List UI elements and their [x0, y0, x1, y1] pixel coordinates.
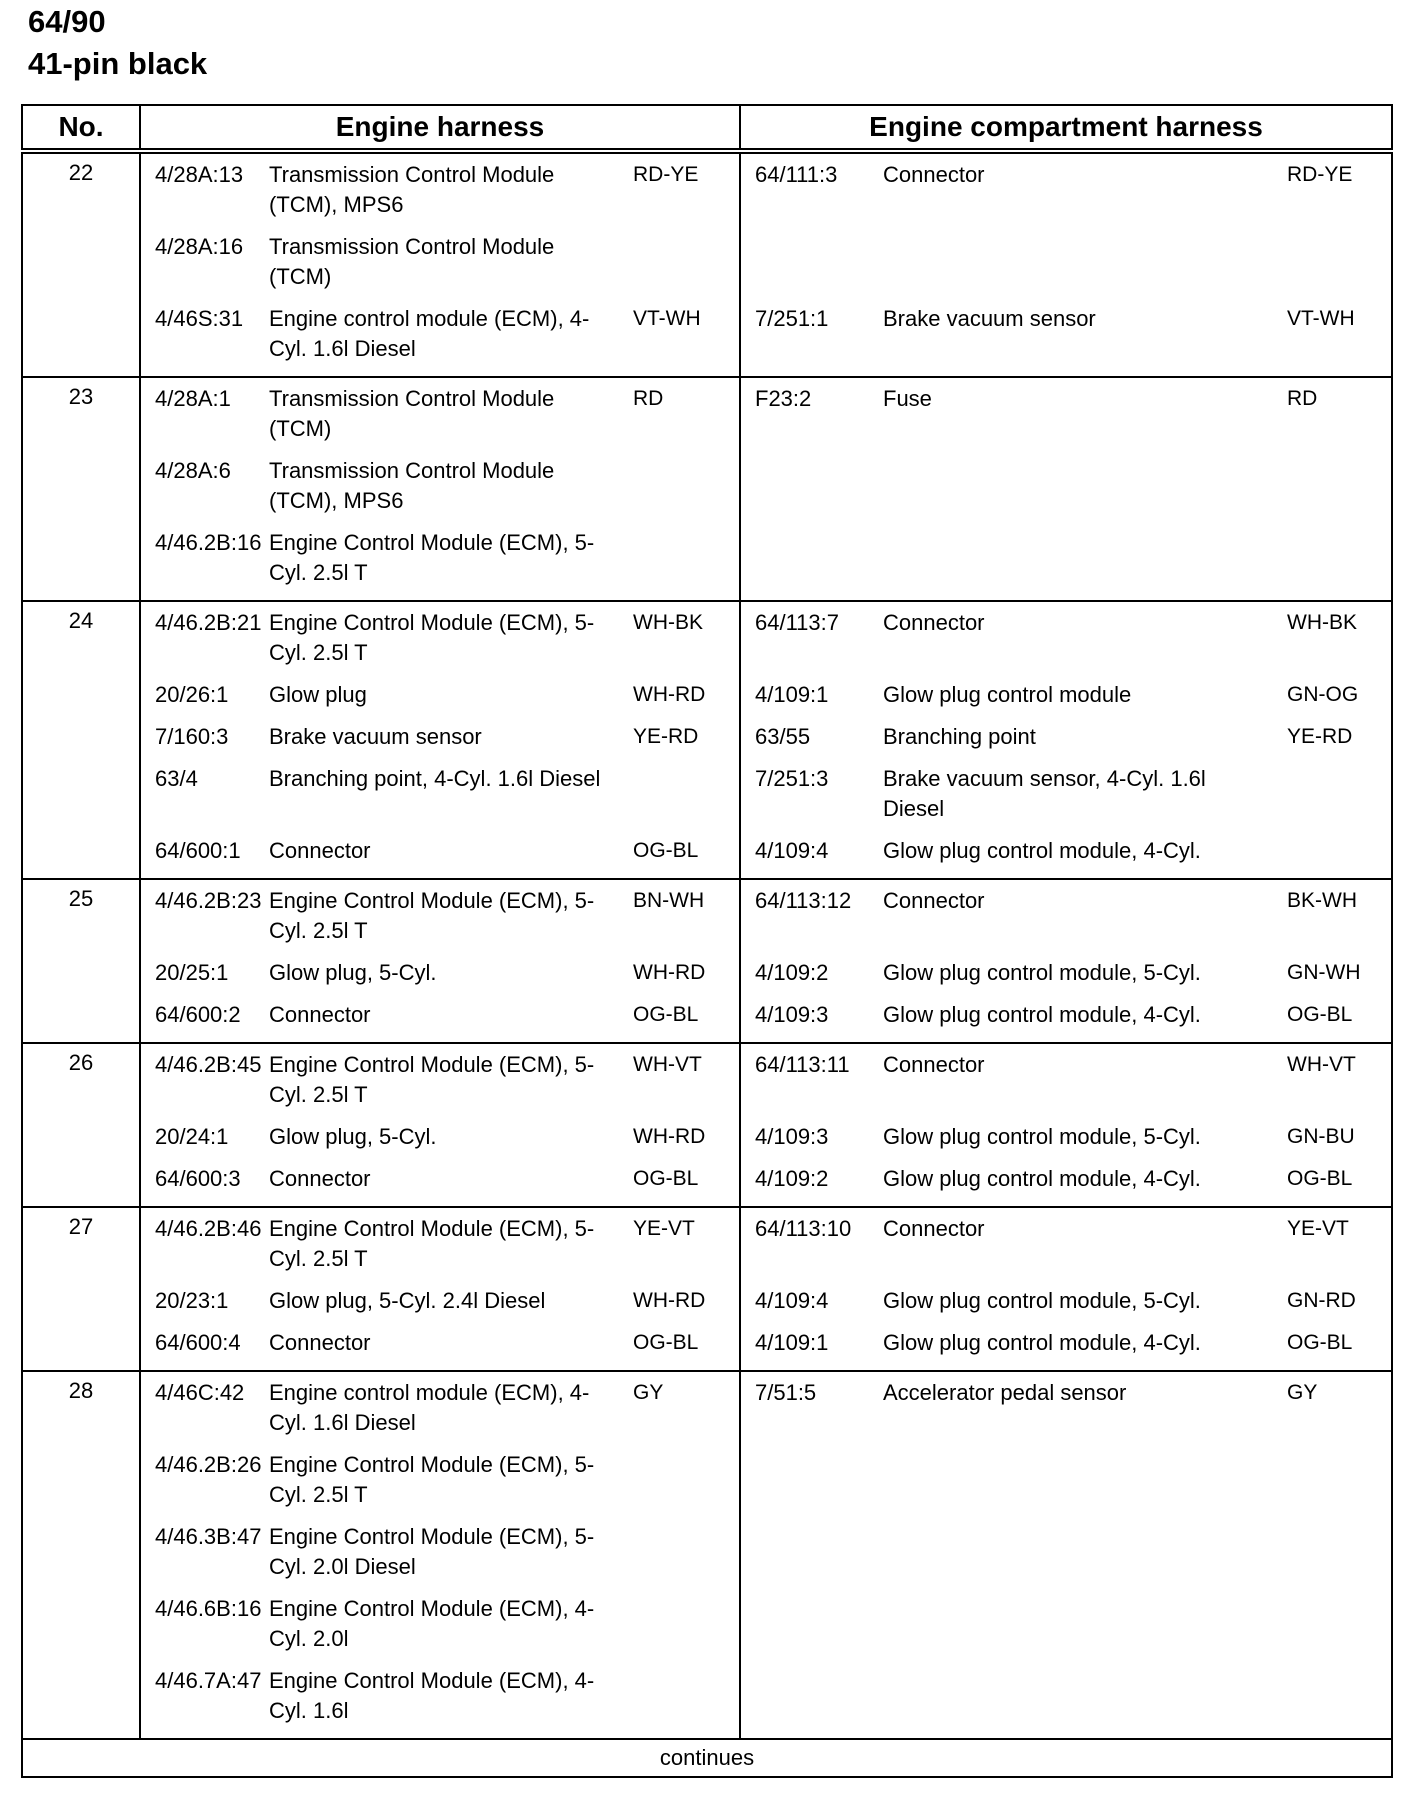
location-ref: 4/46.7A:47: [155, 1668, 262, 1693]
location-ref: 63/55: [755, 724, 811, 749]
engine-entry: [141, 1280, 739, 1322]
location-ref: 4/109:1: [755, 1330, 829, 1355]
wire-color: RD-YE: [1287, 163, 1353, 186]
location-ref: 64/113:7: [755, 610, 840, 635]
pin-number: 28: [22, 1371, 140, 1739]
pin-number: 22: [22, 151, 140, 377]
wire-color: BN-WH: [633, 889, 705, 912]
location-ref: 64/113:12: [755, 888, 852, 913]
compartment-harness-cell: [740, 1043, 1392, 1207]
location-ref: 64/113:11: [755, 1052, 850, 1077]
engine-entry: [141, 450, 739, 522]
wire-color: RD: [633, 387, 664, 410]
component-desc: Branching point: [883, 724, 1036, 749]
component-desc: [883, 1666, 1273, 1732]
continues-note: continues: [22, 1739, 1392, 1777]
wire-color: WH-VT: [1287, 1053, 1356, 1076]
compartment-entry: [741, 378, 1391, 450]
compartment-entry: [741, 1158, 1391, 1200]
wire-color: OG-BL: [1287, 1331, 1353, 1354]
component-desc: Connector: [269, 1166, 371, 1191]
connector-description: 41-pin black: [28, 46, 208, 81]
wire-color: GN-BU: [1287, 1125, 1355, 1148]
component-desc: Glow plug, 5-Cyl. 2.4l Diesel: [269, 1288, 546, 1313]
component-desc: Glow plug control module, 5-Cyl.: [883, 1288, 1201, 1313]
location-ref: 7/251:1: [755, 306, 829, 331]
location-ref: 20/25:1: [155, 960, 229, 985]
component-desc: Engine Control Module (ECM), 4-Cyl. 1.6l: [269, 1668, 595, 1723]
component-desc: Connector: [269, 1330, 371, 1355]
pin-number: 23: [22, 377, 140, 601]
compartment-entry: [741, 1588, 1391, 1660]
wire-color: [1273, 528, 1391, 594]
component-desc: Engine control module (ECM), 4-Cyl. 1.6l Diesel: [269, 1380, 590, 1435]
component-desc: Brake vacuum sensor: [883, 306, 1096, 331]
footer-row: [22, 1739, 1392, 1777]
location-ref: 4/28A:16: [155, 234, 244, 259]
component-desc: Glow plug control module, 4-Cyl.: [883, 838, 1201, 863]
wire-color: YE-VT: [1287, 1217, 1349, 1240]
engine-harness-cell: [140, 151, 740, 377]
compartment-entry: [741, 758, 1391, 830]
component-desc: Engine Control Module (ECM), 5-Cyl. 2.5l T: [269, 530, 595, 585]
component-desc: Engine Control Module (ECM), 5-Cyl. 2.5l T: [269, 888, 595, 943]
location-ref: 4/46.3B:47: [155, 1524, 262, 1549]
component-desc: [883, 528, 1273, 594]
compartment-entry: [741, 1444, 1391, 1516]
location-ref: 4/109:4: [755, 1288, 829, 1313]
engine-entry: [141, 1322, 739, 1364]
location-ref: 4/28A:6: [155, 458, 231, 483]
component-desc: Engine Control Module (ECM), 5-Cyl. 2.5l T: [269, 610, 595, 665]
component-desc: [883, 1522, 1273, 1588]
location-ref: 4/109:2: [755, 1166, 829, 1191]
col-header-engine: Engine harness: [140, 105, 740, 151]
engine-harness-cell: [140, 1371, 740, 1739]
location-ref: 7/251:3: [755, 766, 829, 791]
component-desc: Connector: [883, 1052, 985, 1077]
location-ref: [741, 232, 883, 298]
component-desc: Transmission Control Module (TCM), MPS6: [269, 162, 555, 217]
wire-color: YE-VT: [633, 1217, 695, 1240]
location-ref: 4/109:1: [755, 682, 829, 707]
engine-entry: [141, 952, 739, 994]
wire-color: RD-YE: [633, 163, 699, 186]
compartment-entry: [741, 1116, 1391, 1158]
wire-color: VT-WH: [1287, 307, 1355, 330]
wire-color: [619, 456, 739, 522]
component-desc: Glow plug control module, 5-Cyl.: [883, 960, 1201, 985]
compartment-harness-cell: [740, 151, 1392, 377]
component-desc: Connector: [883, 162, 985, 187]
engine-entry: [141, 1516, 739, 1588]
engine-entry: [141, 154, 739, 226]
component-desc: Glow plug control module, 5-Cyl.: [883, 1124, 1201, 1149]
table-row: [22, 601, 1392, 879]
compartment-entry: [741, 1372, 1391, 1444]
engine-entry: [141, 226, 739, 298]
wire-color: [619, 1666, 739, 1732]
wire-color: GY: [633, 1381, 664, 1404]
component-desc: Fuse: [883, 386, 932, 411]
component-desc: Connector: [883, 888, 985, 913]
engine-harness-cell: [140, 1207, 740, 1371]
component-desc: Engine Control Module (ECM), 5-Cyl. 2.5l T: [269, 1216, 595, 1271]
table-row: [22, 151, 1392, 377]
table-row: [22, 1043, 1392, 1207]
engine-harness-cell: [140, 377, 740, 601]
location-ref: 4/46C:42: [155, 1380, 245, 1405]
component-desc: Connector: [883, 610, 985, 635]
wire-color: WH-VT: [633, 1053, 702, 1076]
location-ref: 4/46.2B:16: [155, 530, 262, 555]
wire-color: OG-BL: [633, 1167, 699, 1190]
component-desc: [883, 1450, 1273, 1516]
wire-color: WH-RD: [633, 961, 706, 984]
location-ref: 64/600:1: [155, 838, 241, 863]
wire-color: OG-BL: [633, 839, 699, 862]
location-ref: 4/28A:1: [155, 386, 231, 411]
component-desc: Brake vacuum sensor, 4-Cyl. 1.6l Diesel: [883, 766, 1206, 821]
wire-color: [619, 764, 739, 830]
engine-entry: [141, 1044, 739, 1116]
component-desc: Engine Control Module (ECM), 5-Cyl. 2.5l T: [269, 1452, 595, 1507]
component-desc: Transmission Control Module (TCM), MPS6: [269, 458, 555, 513]
compartment-harness-cell: [740, 601, 1392, 879]
compartment-entry: [741, 1516, 1391, 1588]
engine-entry: [141, 1660, 739, 1732]
component-desc: Accelerator pedal sensor: [883, 1380, 1127, 1405]
wire-color: WH-BK: [633, 611, 703, 634]
location-ref: [741, 1522, 883, 1588]
location-ref: 63/4: [155, 766, 198, 791]
engine-entry: [141, 602, 739, 674]
header-row: [22, 105, 1392, 151]
compartment-harness-cell: [740, 377, 1392, 601]
location-ref: 4/46.2B:23: [155, 888, 262, 913]
engine-entry: [141, 378, 739, 450]
table-row: [22, 377, 1392, 601]
engine-entry: [141, 1208, 739, 1280]
component-desc: Glow plug control module: [883, 682, 1132, 707]
component-desc: Transmission Control Module (TCM): [269, 386, 555, 441]
pin-number: 27: [22, 1207, 140, 1371]
wire-color: OG-BL: [633, 1003, 699, 1026]
compartment-harness-cell: [740, 1207, 1392, 1371]
component-desc: Engine Control Module (ECM), 5-Cyl. 2.5l T: [269, 1052, 595, 1107]
location-ref: [741, 528, 883, 594]
wire-color: WH-RD: [633, 683, 706, 706]
compartment-entry: [741, 994, 1391, 1036]
engine-harness-cell: [140, 601, 740, 879]
wire-color: YE-RD: [633, 725, 699, 748]
location-ref: 20/26:1: [155, 682, 229, 707]
wire-color: WH-RD: [633, 1125, 706, 1148]
location-ref: 4/28A:13: [155, 162, 244, 187]
engine-harness-cell: [140, 879, 740, 1043]
engine-harness-cell: [140, 1043, 740, 1207]
compartment-entry: [741, 1208, 1391, 1280]
component-desc: Glow plug, 5-Cyl.: [269, 1124, 437, 1149]
wire-color: [619, 1522, 739, 1588]
compartment-entry: [741, 522, 1391, 594]
wire-color: [619, 528, 739, 594]
compartment-entry: [741, 1322, 1391, 1364]
location-ref: 20/24:1: [155, 1124, 229, 1149]
engine-entry: [141, 994, 739, 1036]
compartment-entry: [741, 830, 1391, 872]
component-desc: Engine control module (ECM), 4-Cyl. 1.6l Diesel: [269, 306, 590, 361]
component-desc: Connector: [883, 1216, 985, 1241]
wire-color: VT-WH: [633, 307, 701, 330]
compartment-harness-cell: [740, 879, 1392, 1043]
wire-color: [1273, 1594, 1391, 1660]
engine-entry: [141, 830, 739, 872]
engine-entry: [141, 880, 739, 952]
compartment-entry: [741, 154, 1391, 226]
compartment-entry: [741, 952, 1391, 994]
location-ref: [741, 1594, 883, 1660]
location-ref: 64/600:2: [155, 1002, 241, 1027]
location-ref: [741, 1450, 883, 1516]
component-desc: Connector: [269, 838, 371, 863]
table-row: [22, 1371, 1392, 1739]
location-ref: 64/113:10: [755, 1216, 852, 1241]
location-ref: 7/51:5: [755, 1380, 817, 1405]
component-desc: [883, 232, 1273, 298]
location-ref: [741, 1666, 883, 1732]
engine-entry: [141, 1116, 739, 1158]
engine-entry: [141, 716, 739, 758]
pin-number: 24: [22, 601, 140, 879]
compartment-entry: [741, 450, 1391, 522]
pin-number: 25: [22, 879, 140, 1043]
location-ref: 64/600:4: [155, 1330, 241, 1355]
wire-color: WH-BK: [1287, 611, 1357, 634]
component-desc: Glow plug control module, 4-Cyl.: [883, 1166, 1201, 1191]
location-ref: 4/46.2B:46: [155, 1216, 262, 1241]
wire-color: OG-BL: [1287, 1167, 1353, 1190]
col-header-no: No.: [22, 105, 140, 151]
wire-color: [1273, 232, 1391, 298]
location-ref: 4/109:3: [755, 1124, 829, 1149]
component-desc: Connector: [269, 1002, 371, 1027]
compartment-harness-cell: [740, 1371, 1392, 1739]
table-row: [22, 1207, 1392, 1371]
location-ref: 4/46.6B:16: [155, 1596, 262, 1621]
location-ref: 20/23:1: [155, 1288, 229, 1313]
location-ref: F23:2: [755, 386, 812, 411]
wire-color: YE-RD: [1287, 725, 1353, 748]
engine-entry: [141, 298, 739, 370]
component-desc: Glow plug: [269, 682, 367, 707]
col-header-compartment: Engine compartment harness: [740, 105, 1392, 151]
location-ref: 4/109:3: [755, 1002, 829, 1027]
location-ref: [741, 456, 883, 522]
component-desc: [883, 456, 1273, 522]
engine-entry: [141, 1588, 739, 1660]
compartment-entry: [741, 716, 1391, 758]
compartment-entry: [741, 880, 1391, 952]
wire-color: [1273, 836, 1391, 872]
compartment-entry: [741, 1044, 1391, 1116]
component-desc: Engine Control Module (ECM), 4-Cyl. 2.0l: [269, 1596, 595, 1651]
wire-color: RD: [1287, 387, 1318, 410]
compartment-entry: [741, 226, 1391, 298]
engine-entry: [141, 522, 739, 594]
component-desc: Engine Control Module (ECM), 5-Cyl. 2.0l Diesel: [269, 1524, 595, 1579]
wire-color: [1273, 1666, 1391, 1732]
compartment-entry: [741, 1660, 1391, 1732]
location-ref: 4/46S:31: [155, 306, 244, 331]
wire-color: GN-WH: [1287, 961, 1361, 984]
location-ref: 64/111:3: [755, 162, 838, 187]
location-ref: 7/160:3: [155, 724, 229, 749]
wire-color: GY: [1287, 1381, 1318, 1404]
location-ref: 4/46.2B:21: [155, 610, 262, 635]
wire-color: [1273, 764, 1391, 830]
wire-color: [1273, 1522, 1391, 1588]
engine-entry: [141, 1158, 739, 1200]
wire-color: [1273, 1450, 1391, 1516]
component-desc: Glow plug, 5-Cyl.: [269, 960, 437, 985]
wire-color: BK-WH: [1287, 889, 1357, 912]
wire-color: OG-BL: [633, 1331, 699, 1354]
engine-entry: [141, 674, 739, 716]
pin-assignment-table: [21, 104, 1393, 1778]
location-ref: 4/109:2: [755, 960, 829, 985]
engine-entry: [141, 758, 739, 830]
connector-id: 64/90: [28, 4, 106, 39]
wire-color: [619, 1450, 739, 1516]
wire-color: [619, 232, 739, 298]
wire-color: [619, 1594, 739, 1660]
location-ref: 4/109:4: [755, 838, 829, 863]
component-desc: [883, 1594, 1273, 1660]
table-row: [22, 879, 1392, 1043]
wire-color: OG-BL: [1287, 1003, 1353, 1026]
location-ref: 4/46.2B:26: [155, 1452, 262, 1477]
wire-color: WH-RD: [633, 1289, 706, 1312]
wire-color: GN-RD: [1287, 1289, 1356, 1312]
compartment-entry: [741, 602, 1391, 674]
component-desc: Transmission Control Module (TCM): [269, 234, 555, 289]
compartment-entry: [741, 298, 1391, 370]
engine-entry: [141, 1372, 739, 1444]
location-ref: 64/600:3: [155, 1166, 241, 1191]
location-ref: 4/46.2B:45: [155, 1052, 262, 1077]
compartment-entry: [741, 674, 1391, 716]
component-desc: Branching point, 4-Cyl. 1.6l Diesel: [269, 766, 601, 791]
compartment-entry: [741, 1280, 1391, 1322]
component-desc: Glow plug control module, 4-Cyl.: [883, 1330, 1201, 1355]
component-desc: Brake vacuum sensor: [269, 724, 482, 749]
engine-entry: [141, 1444, 739, 1516]
wire-color: [1273, 456, 1391, 522]
component-desc: Glow plug control module, 4-Cyl.: [883, 1002, 1201, 1027]
wire-color: GN-OG: [1287, 683, 1359, 706]
pin-number: 26: [22, 1043, 140, 1207]
